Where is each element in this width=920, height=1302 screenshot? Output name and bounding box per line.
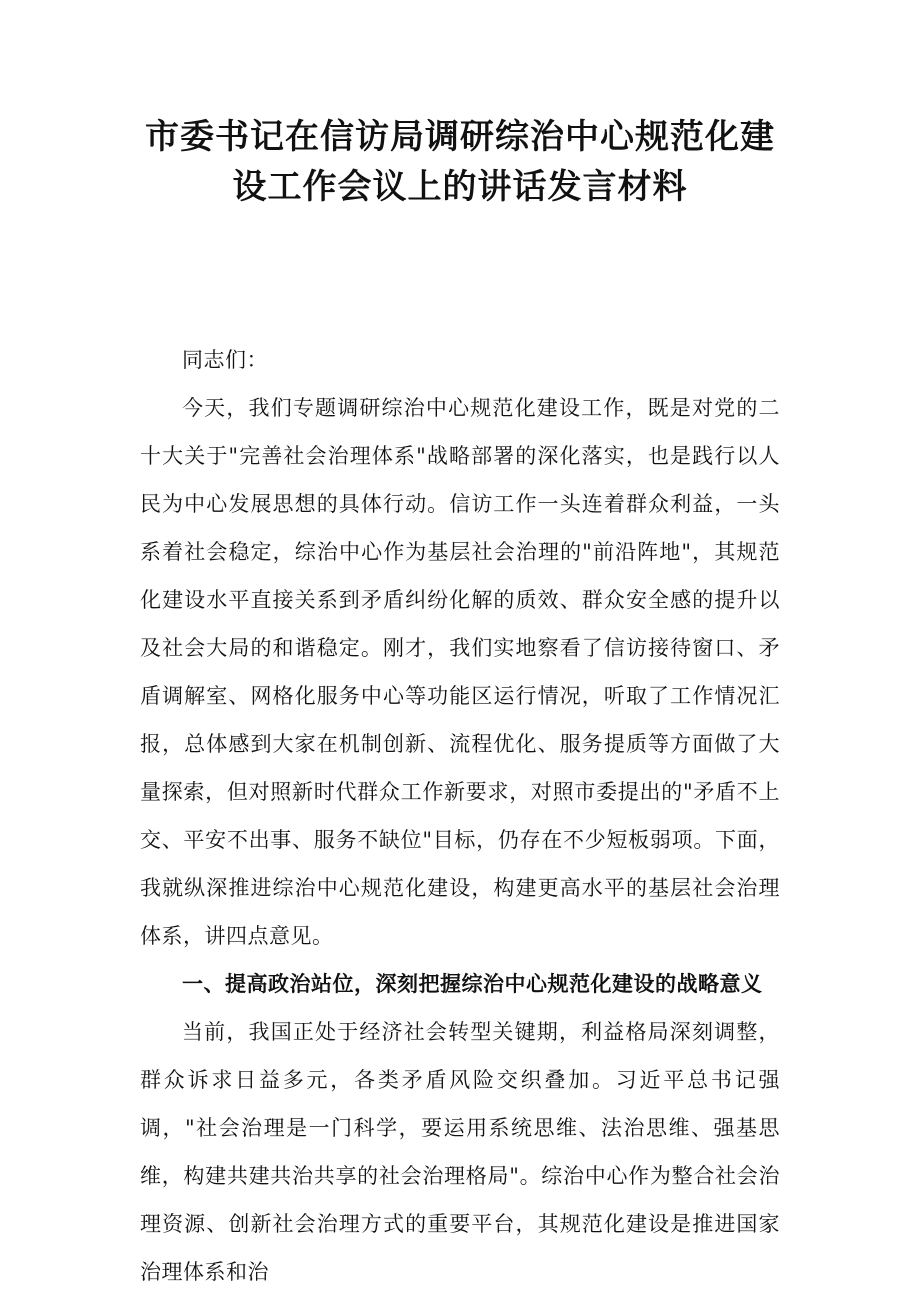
intro-paragraph: 今天，我们专题调研综治中心规范化建设工作，既是对党的二十大关于"完善社会治理体系"战略部署的深化落实，也是践行以人民为中心发展思想的具体行动。信访工作一头连着群众利益，一头系着社会稳定，综治中心作为基层社会治理的"前沿阵地"，其规范化建设水平直接关系到矛盾纠纷化解的质效、群众安全感的提升以及社会大局的和谐稳定。刚才，我们实地察看了信访接待窗口、矛盾调解室、网格化服务中心等功能区运行情况，听取了工作情况汇报，总体感到大家在机制创新、流程优化、服务提质等方面做了大量探索，但对照新时代群众工作新要求，对照市委提出的"矛盾不上交、平安不出事、服务不缺位"目标，仍存在不少短板弱项。下面，我就纵深推进综治中心规范化建设，构建更高水平的基层社会治理体系，讲四点意见。 bbox=[140, 396, 780, 948]
title-line-2: 设工作会议上的讲话发言材料 bbox=[232, 167, 688, 207]
document-body bbox=[140, 336, 780, 1296]
title-line-1: 市委书记在信访局调研综治中心规范化建 bbox=[145, 117, 775, 157]
section-heading-1: 一、提高政治站位，深刻把握综治中心规范化建设的战略意义 bbox=[182, 972, 763, 996]
salutation: 同志们： bbox=[182, 348, 268, 372]
section-1-paragraph: 当前，我国正处于经济社会转型关键期，利益格局深刻调整，群众诉求日益多元，各类矛盾风险交织叠加。习近平总书记强调，"社会治理是一门科学，要运用系统思维、法治思维、强基思维，构建共建共治共享的社会治理格局"。综治中心作为整合社会治理资源、创新社会治理方式的重要平台，其规范化建设是推进国家治理体系和治 bbox=[140, 1020, 780, 1284]
document-title bbox=[140, 112, 780, 212]
